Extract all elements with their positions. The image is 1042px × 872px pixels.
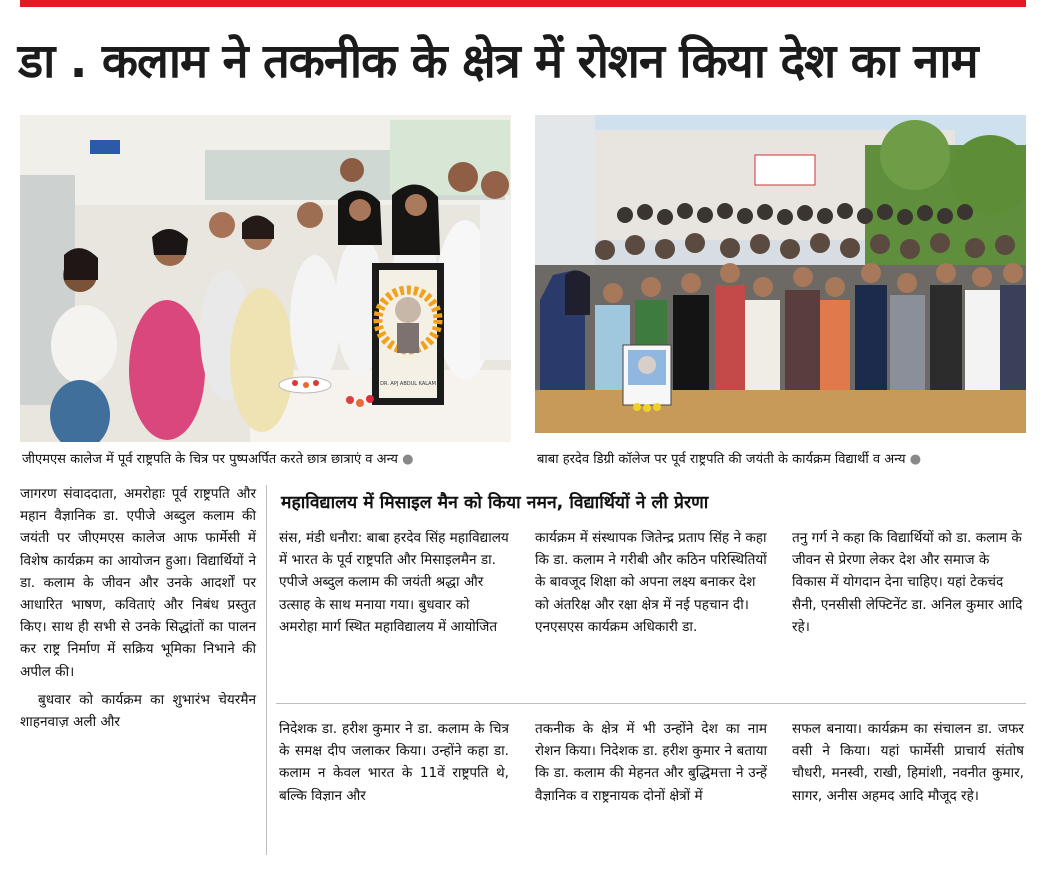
photo-gms-caption — [22, 451, 510, 469]
story-gms-column-2 — [279, 718, 509, 807]
story-gms-text-2: निदेशक डा. हरीश कुमार ने डा. कलाम के चित्र के समक्ष दीप जलाकर किया। उन्होंने कहा डा. कलाम न केवल भारत के 11वें राष्ट्रपति थे, बल्कि विज्ञान और — [279, 721, 509, 804]
story-baba-hardev-text-3: तनु गर्ग ने कहा कि विद्यार्थियों को डा. कलाम के जीवन से प्रेरणा लेकर देश और समाज के विकास में योगदान देना चाहिए। यहां टेकचंद सैनी, एनसीसी लेफ्टिनेंट डा. अनिल कुमार आदि रहे। — [792, 530, 1023, 635]
story-gms-column-3 — [535, 718, 767, 807]
story-baba-hardev-column-3 — [792, 527, 1024, 638]
photo-gms-college — [20, 115, 511, 442]
caption-bullet-icon: ● — [909, 452, 922, 467]
photo-baba-hardev-caption-text: बाबा हरदेव डिग्री कॉलेज पर पूर्व राष्ट्रपति की जयंती के कार्यक्रम विद्यार्थी व अन्य — [537, 452, 906, 467]
story-gms-column-4 — [792, 718, 1024, 807]
page-headline: डा . कलाम ने तकनीक के क्षेत्र में रोशन किया देश का नाम — [18, 34, 978, 89]
photo-baba-hardev-image — [535, 115, 1026, 433]
story-gms-paragraph-1: जागरण संवाददाता, अमरोहाः पूर्व राष्ट्रपति और महान वैज्ञानिक डा. एपीजे अब्दुल कलाम की जयंती पर जीएमएस कालेज आफ फार्मेसी में विशेष कार्यक्रम का आयोजन हुआ। विद्यार्थियों ने डा. कलाम के जीवन और उनके आदर्शों पर आधारित भाषण, कविताएं और निबंध प्रस्तुत किए। साथ ही सभी से उनके सिद्धांतों का पालन कर राष्ट्र निर्माण में सक्रिय भूमिका निभाने की अपील की। — [20, 486, 256, 680]
photo-baba-hardev-caption — [537, 451, 1025, 469]
story-baba-hardev-text-2: कार्यक्रम में संस्थापक जितेन्द्र प्रताप सिंह ने कहा कि डा. कलाम ने गरीबी और कठिन परिस्थितियों के बावजूद शिक्षा को अपना लक्ष्य बनाकर देश को अंतरिक्ष और रक्षा क्षेत्र में नई पहचान दी। एनएसएस कार्यक्रम अधिकारी डा. — [535, 530, 767, 635]
story-gms-text-4: सफल बनाया। कार्यक्रम का संचालन डा. जफर वसी ने किया। यहां फार्मेसी प्राचार्य संतोष चौधरी, मनस्वी, राखी, हिमांशी, नवनीत कुमार, सागर, अनीस अहमद आदि मौजूद रहे। — [792, 721, 1024, 804]
story-baba-hardev-column-1 — [279, 527, 509, 638]
caption-bullet-icon: ● — [402, 452, 414, 467]
story-baba-hardev-column-2 — [535, 527, 767, 638]
photo-gms-college-image — [20, 115, 511, 442]
story-baba-hardev-text-1: संस, मंडी धनौरा: बाबा हरदेव सिंह महाविद्यालय में भारत के पूर्व राष्ट्रपति और मिसाइलमैन डा. एपीजे अब्दुल कलाम की जयंती श्रद्धा और उत्साह के साथ मनाया गया। बुधवार को अमरोहा मार्ग स्थित महाविद्यालय में आयोजित — [279, 530, 509, 635]
photo-baba-hardev-college — [535, 115, 1026, 433]
portrait-label: DR. APJ ABDUL KALAM — [380, 381, 436, 387]
column-divider — [266, 485, 267, 855]
story-separator — [276, 703, 1026, 704]
photo-gms-caption-text: जीएमएस कालेज में पूर्व राष्ट्रपति के चित्र पर पुष्पअर्पित करते छात्र छात्राएं व अन्य — [22, 452, 398, 467]
story-gms-text-3: तकनीक के क्षेत्र में भी उन्होंने देश का नाम रोशन किया। निदेशक डा. हरीश कुमार ने बताया कि डा. कलाम की मेहनत और बुद्धिमत्ता ने उन्हें वैज्ञानिक व राष्ट्रनायक दोनों क्षेत्रों में — [535, 721, 767, 804]
story-gms-column-1 — [20, 483, 256, 733]
story-baba-hardev-headline: महाविद्यालय में मिसाइल मैन को किया नमन, विद्यार्थियों ने ली प्रेरणा — [281, 493, 709, 513]
top-accent-bar — [20, 0, 1026, 7]
story-gms-paragraph-2: बुधवार को कार्यक्रम का शुभारंभ चेयरमैन शाहनवाज़ अली और — [20, 691, 256, 731]
